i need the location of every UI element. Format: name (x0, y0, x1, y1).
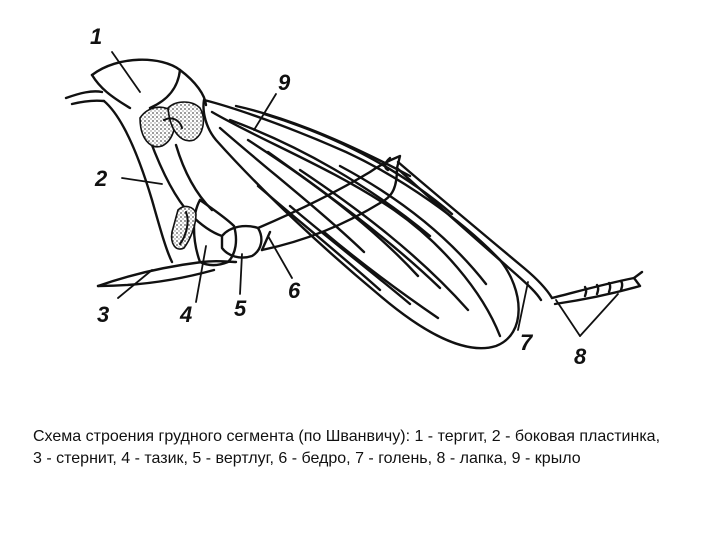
label-2: 2 (95, 166, 108, 191)
leader-lines (112, 52, 618, 336)
label-9: 9 (278, 70, 291, 95)
label-1: 1 (90, 24, 103, 49)
label-5: 5 (234, 296, 247, 321)
label-3: 3 (97, 302, 110, 327)
trochanter-shape (222, 226, 261, 258)
tergite-shape (66, 60, 206, 108)
label-7: 7 (520, 330, 533, 355)
label-4: 4 (180, 302, 193, 327)
label-6: 6 (288, 278, 301, 303)
label-8: 8 (574, 344, 587, 369)
stippled-sclerites (140, 102, 203, 249)
tarsus-shape (552, 272, 642, 304)
figure-caption: Схема строения грудного сегмента (по Шванвичу): 1 - тергит, 2 - боковая пластинка, 3 - стернит, 4 - тазик, 5 - вертлуг, 6 - бедро, 7 - голень, 8 - лапка, 9 - крыло (33, 428, 661, 467)
